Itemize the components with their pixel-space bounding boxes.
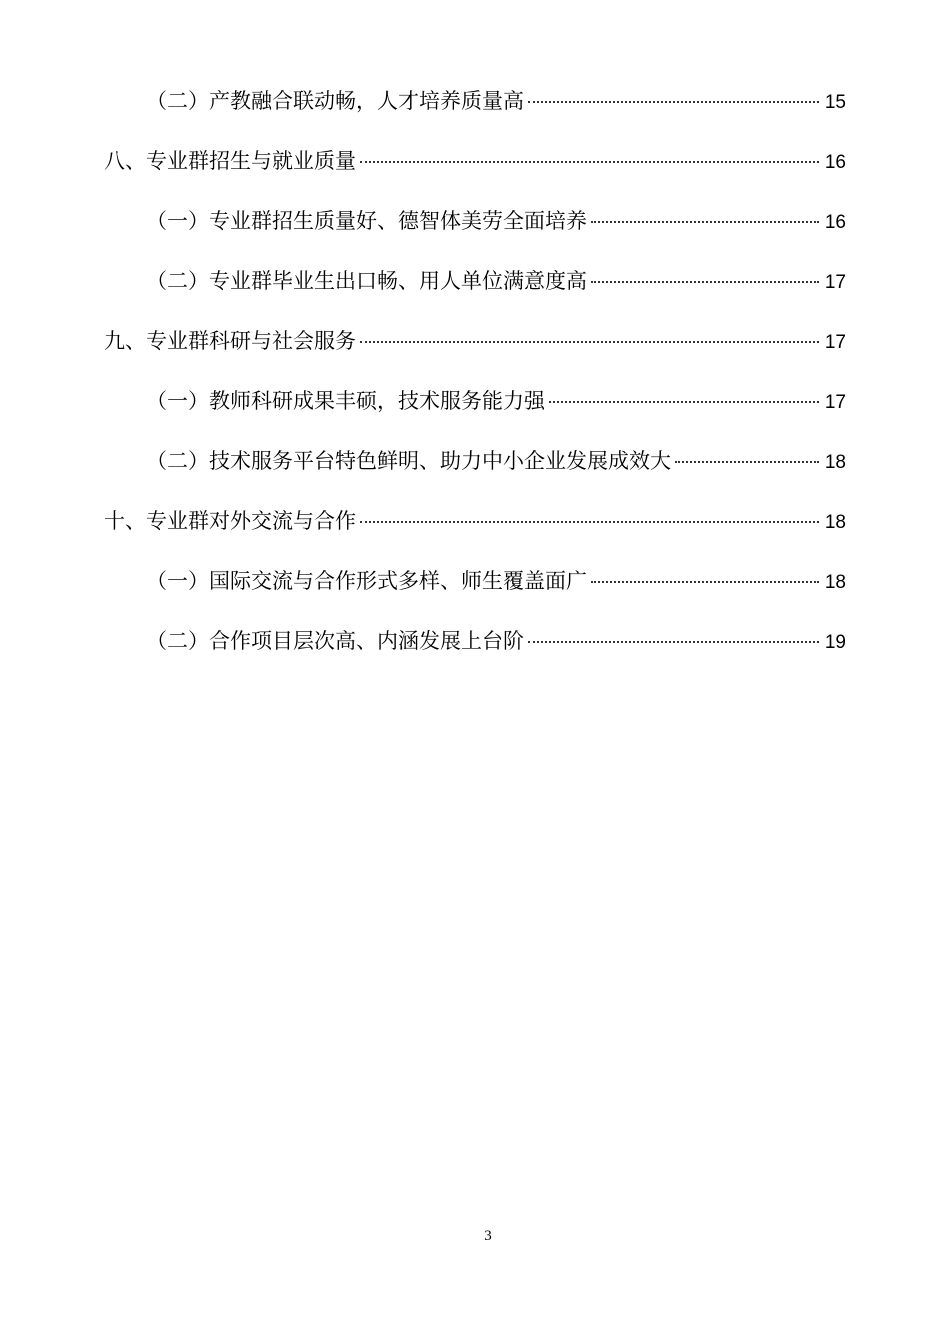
toc-dot-leader [591,581,819,583]
toc-entry[interactable] [146,566,846,596]
page-number: 3 [484,1228,492,1244]
toc-dot-leader [675,461,819,463]
toc-entry-page: 17 [824,392,846,413]
toc-entry[interactable] [146,86,846,116]
toc-entry-title: 九、专业群科研与社会服务 [104,329,356,353]
toc-entry-title: （二）产教融合联动畅，人才培养质量高 [146,89,524,113]
toc-dot-leader [528,101,819,103]
toc-dot-leader [549,401,819,403]
toc-dot-leader [360,341,819,343]
toc-entry-title: 八、专业群招生与就业质量 [104,149,356,173]
toc-entry-page: 17 [824,272,846,293]
toc-entry-page: 15 [824,92,846,113]
toc-dot-leader [360,521,819,523]
toc-entry-page: 17 [824,332,846,353]
toc-entry-page: 18 [824,512,846,533]
toc-entry[interactable] [104,146,846,176]
toc-entry[interactable] [104,506,846,536]
toc-dot-leader [591,281,819,283]
toc-entry-page: 18 [824,572,846,593]
toc-entry-title: （一）专业群招生质量好、德智体美劳全面培养 [146,209,587,233]
toc-entry-title: （二）专业群毕业生出口畅、用人单位满意度高 [146,269,587,293]
toc-entry-title: （一）国际交流与合作形式多样、师生覆盖面广 [146,569,587,593]
toc-entry[interactable] [146,626,846,656]
toc-entry-title: 十、专业群对外交流与合作 [104,509,356,533]
toc-dot-leader [360,161,819,163]
toc-dot-leader [591,221,819,223]
toc-entry-page: 16 [824,212,846,233]
toc-entry[interactable] [146,206,846,236]
toc-entry-title: （二）技术服务平台特色鲜明、助力中小企业发展成效大 [146,449,671,473]
toc-entry-page: 18 [824,452,846,473]
toc-entry-title: （二）合作项目层次高、内涵发展上台阶 [146,629,524,653]
toc-entry[interactable] [146,446,846,476]
toc-dot-leader [528,641,819,643]
toc-entry[interactable] [104,326,846,356]
toc-entry[interactable] [146,266,846,296]
toc-entry-page: 19 [824,632,846,653]
toc-entry-title: （一）教师科研成果丰硕，技术服务能力强 [146,389,545,413]
toc-entry-page: 16 [824,152,846,173]
toc-entry[interactable] [146,386,846,416]
